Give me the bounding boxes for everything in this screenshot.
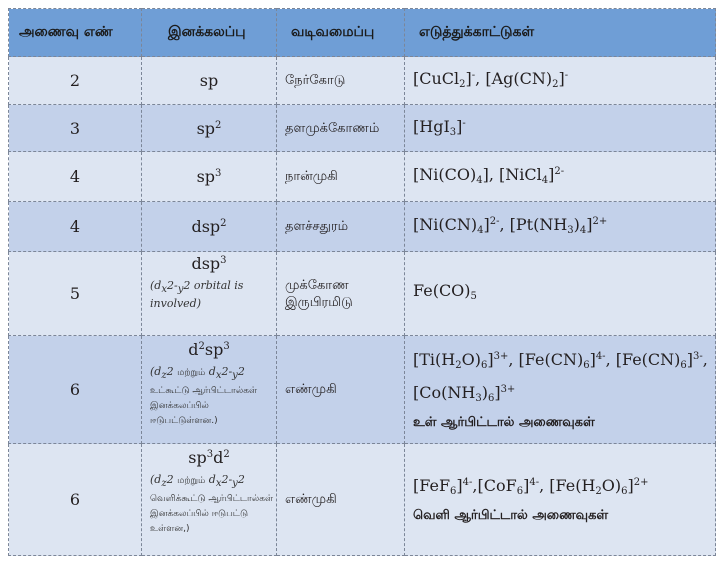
geometry: தளச்சதுரம் [277, 202, 405, 252]
coordination-number: 6 [9, 444, 142, 556]
geometry: நேர்கோடு [277, 57, 405, 105]
hybridisation: $sp^3d^2$ (dz2 மற்றும் dx2-y2 வெளிக்கூட்டு ஆர்பிட்டால்கள் இனக்கலப்பில் ஈடுபட்டு உள்ளன,) [142, 444, 277, 556]
table-row [9, 105, 716, 152]
coordination-number: 3 [9, 105, 142, 152]
hybridisation: dsp$^2$ [142, 202, 277, 252]
examples: [HgI$_3$]- [405, 105, 716, 152]
hybridisation: $d^2sp^3$ (dz2 மற்றும் dx2-y2 உட்கூட்டு ஆர்பிட்டால்கள் இனக்கலப்பில் ஈடுபட்டுள்ளன.) [142, 336, 277, 444]
examples: $Fe(CO)_5$ [405, 252, 716, 336]
table-row [9, 57, 716, 105]
hybridisation-note: (dx2-y2 orbital is involved) [150, 279, 244, 310]
examples: $[Ni(CN)_4]^{2-}$, $[Pt(NH_3)_4]^{2+}$ [405, 202, 716, 252]
header-coordination-number: அணைவு எண் [9, 9, 142, 57]
coordination-number: 4 [9, 202, 142, 252]
hybridisation: sp [142, 57, 277, 105]
table-row [9, 336, 716, 444]
table-row [9, 202, 716, 252]
hybridisation-note: (dz2 மற்றும் dx2-y2 உட்கூட்டு ஆர்பிட்டால்கள் இனக்கலப்பில் ஈடுபட்டுள்ளன.) [150, 365, 258, 426]
geometry: எண்முகி [277, 336, 405, 444]
geometry: தளமுக்கோணம் [277, 105, 405, 152]
examples: $[Ti(H_2O)_6]^{3+}$, $[Fe(CN)_6]^{4-}$, $[Fe(CN)_6]^{3-}$, $[Co(NH_3)_6]^{3+}$ உள் ஆர்பிட்டால் அணைவுகள் [405, 336, 716, 444]
hybridisation: $sp^3$ [142, 152, 277, 202]
geometry: எண்முகி [277, 444, 405, 556]
table-row [9, 152, 716, 202]
header-examples: எடுத்துக்காட்டுகள் [405, 9, 716, 57]
coordination-number: 4 [9, 152, 142, 202]
example-note: உள் ஆர்பிட்டால் அணைவுகள் [413, 414, 595, 430]
header-row [9, 9, 716, 57]
examples: $[FeF_6]^{4-},[CoF_6]^{4-}$, $[Fe(H_2O)_6]^{2+}$ வெளி ஆர்பிட்டால் அணைவுகள் [405, 444, 716, 556]
geometry: நான்முகி [277, 152, 405, 202]
hybridisation: dsp$^3$ (dx2-y2 orbital is involved) [142, 252, 277, 336]
hybridisation-note: (dz2 மற்றும் dx2-y2 வெளிக்கூட்டு ஆர்பிட்டால்கள் இனக்கலப்பில் ஈடுபட்டு உள்ளன,) [150, 473, 274, 534]
examples: [CuCl$_2$]-, $[Ag(CN)_2]^-$ [405, 57, 716, 105]
examples: $[Ni(CO)_4]$, [NiCl$_4$]$^{2-}$ [405, 152, 716, 202]
example-note: வெளி ஆர்பிட்டால் அணைவுகள் [413, 508, 609, 523]
table-row [9, 444, 716, 556]
coordination-number: 6 [9, 336, 142, 444]
table-row [9, 252, 716, 336]
coordination-table [8, 8, 716, 556]
geometry: முக்கோண இருபிரமிடு [277, 252, 405, 336]
coordination-number: 5 [9, 252, 142, 336]
header-hybridisation: இனக்கலப்பு [142, 9, 277, 57]
hybridisation: $sp^2$ [142, 105, 277, 152]
coordination-number: 2 [9, 57, 142, 105]
header-geometry: வடிவமைப்பு [277, 9, 405, 57]
